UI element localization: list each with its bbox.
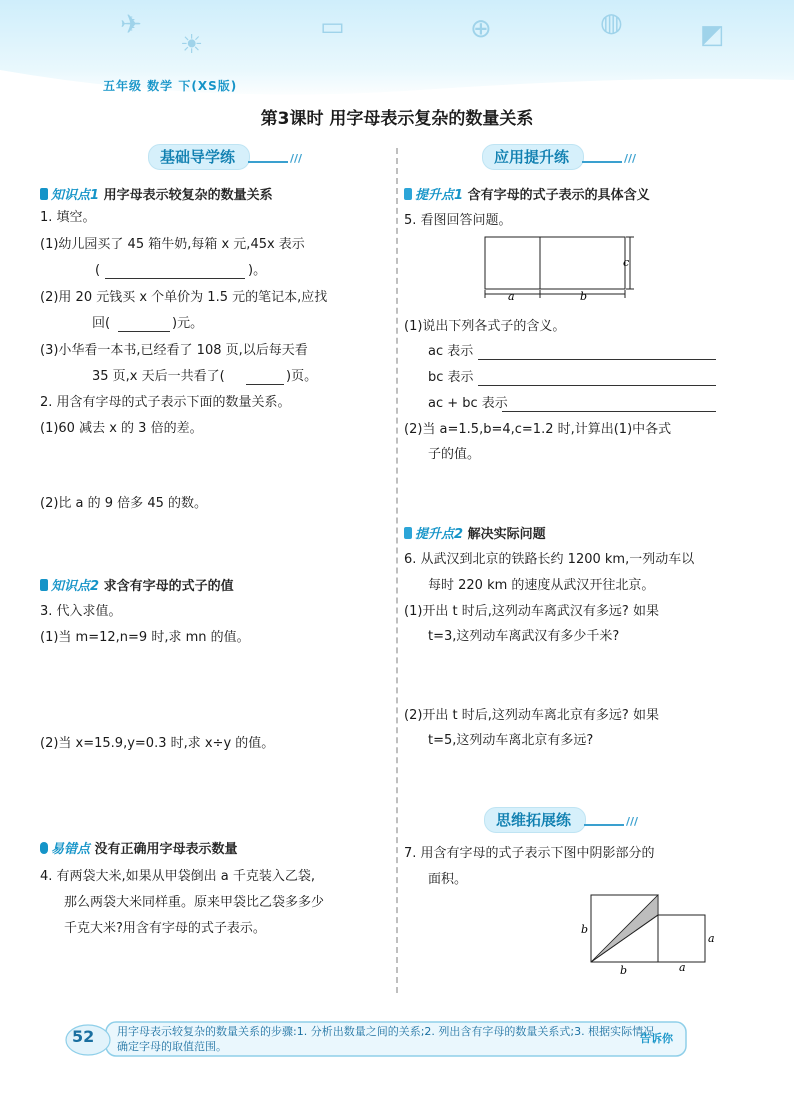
column-divider bbox=[396, 148, 398, 993]
magnifier-icon bbox=[40, 842, 48, 854]
footer-tip: 用字母表示较复杂的数量关系的步骤:1. 分析出数量之间的关系;2. 列出含有字母的数量关系式;3. 根据实际情况确定字母的取值范围。 bbox=[117, 1025, 655, 1053]
question-3-2: (2)当 x=15.9,y=0.3 时,求 x÷y 的值。 bbox=[40, 736, 275, 751]
thumbs-up-icon bbox=[404, 527, 412, 539]
question-3: 3. 代入求值。 bbox=[40, 604, 122, 619]
pencil-icon bbox=[40, 188, 48, 200]
question-4-line2: 那么两袋大米同样重。原来甲袋比乙袋多多少 bbox=[64, 895, 325, 910]
label-a: a bbox=[508, 290, 515, 303]
question-3-1: (1)当 m=12,n=9 时,求 mn 的值。 bbox=[40, 630, 250, 645]
grade-label: 五年级 数学 下(XS版) bbox=[103, 79, 238, 93]
question-6-1b: t=3,这列动车离武汉有多少千米? bbox=[428, 629, 620, 644]
tell-you-label: 告诉你 bbox=[640, 1032, 673, 1045]
label-b: b bbox=[580, 290, 588, 303]
question-4-line3: 千克大米?用含有字母的式子表示。 bbox=[64, 921, 266, 936]
question-7-line2: 面积。 bbox=[428, 872, 468, 887]
bc-answer-line[interactable] bbox=[478, 371, 716, 386]
question-5: 5. 看图回答问题。 bbox=[404, 213, 512, 228]
q1-2-pre: 回( bbox=[92, 316, 111, 331]
q1-3-post: )页。 bbox=[286, 369, 318, 384]
label-b-bottom: b bbox=[620, 964, 628, 977]
page-title: 第3课时 用字母表示复杂的数量关系 bbox=[260, 109, 534, 129]
question-2-1: (1)60 减去 x 的 3 倍的差。 bbox=[40, 421, 203, 436]
ac-label: ac 表示 bbox=[428, 344, 474, 359]
knowledge-point-2: 知识点2 求含有字母的式子的值 bbox=[40, 575, 234, 594]
ac-bc-answer-line[interactable] bbox=[502, 397, 716, 412]
q1-2-post: )元。 bbox=[172, 316, 204, 331]
thumbs-up-icon bbox=[404, 188, 412, 200]
question-5-2b: 子的值。 bbox=[428, 447, 481, 462]
question-2: 2. 用含有字母的式子表示下面的数量关系。 bbox=[40, 395, 291, 410]
question-4-line1: 4. 有两袋大米,如果从甲袋倒出 a 千克装入乙袋, bbox=[40, 869, 316, 884]
page-number: 52 bbox=[72, 1027, 95, 1046]
q1-1-close: )。 bbox=[248, 263, 267, 278]
ac-answer-line[interactable] bbox=[478, 345, 716, 360]
ruler-icon: ◩ bbox=[700, 20, 725, 50]
rectangle-figure bbox=[480, 230, 640, 304]
section-apply: 应用提升练 /// bbox=[482, 144, 642, 170]
book-icon: ▭ bbox=[320, 12, 345, 42]
compass-icon: ⊕ bbox=[470, 14, 492, 44]
label-a-bottom: a bbox=[679, 961, 686, 974]
question-6-line1: 6. 从武汉到北京的铁路长约 1200 km,一列动车以 bbox=[404, 552, 695, 567]
question-1: 1. 填空。 bbox=[40, 210, 96, 225]
question-1-3: (3)小华看一本书,已经看了 108 页,以后每天看 bbox=[40, 343, 308, 358]
airplane-icon: ✈ bbox=[120, 10, 142, 40]
question-6-2b: t=5,这列动车离北京有多远? bbox=[428, 733, 594, 748]
lightbulb-icon: ☀ bbox=[180, 30, 204, 60]
question-6-1a: (1)开出 t 时后,这列动车离武汉有多远? 如果 bbox=[404, 604, 659, 619]
ac-bc-label: ac + bc 表示 bbox=[428, 396, 508, 411]
section-extend: 思维拓展练 /// bbox=[484, 807, 644, 833]
question-6-2a: (2)开出 t 时后,这列动车离北京有多远? 如果 bbox=[404, 708, 659, 723]
answer-blank-1[interactable] bbox=[105, 264, 245, 279]
question-6-line2: 每时 220 km 的速度从武汉开往北京。 bbox=[428, 578, 655, 593]
pencil-icon bbox=[40, 579, 48, 591]
shaded-area-figure bbox=[576, 890, 726, 978]
improve-point-1: 提升点1 含有字母的式子表示的具体含义 bbox=[404, 184, 650, 203]
q1-3-pre: 35 页,x 天后一共看了( bbox=[92, 369, 225, 384]
question-5-1: (1)说出下列各式子的含义。 bbox=[404, 319, 566, 334]
question-7-line1: 7. 用含有字母的式子表示下图中阴影部分的 bbox=[404, 846, 655, 861]
knowledge-point-1: 知识点1 用字母表示较复杂的数量关系 bbox=[40, 184, 273, 203]
improve-point-2: 提升点2 解决实际问题 bbox=[404, 523, 546, 542]
error-point: 易错点 没有正确用字母表示数量 bbox=[40, 838, 238, 857]
question-5-2a: (2)当 a=1.5,b=4,c=1.2 时,计算出(1)中各式 bbox=[404, 422, 672, 437]
section-basic: 基础导学练 /// bbox=[148, 144, 308, 170]
question-2-2: (2)比 a 的 9 倍多 45 的数。 bbox=[40, 496, 207, 511]
q1-1-open: ( bbox=[95, 263, 101, 278]
question-1-1: (1)幼儿园买了 45 箱牛奶,每箱 x 元,45x 表示 bbox=[40, 237, 305, 252]
label-b-left: b bbox=[581, 923, 589, 936]
globe-icon: ◍ bbox=[600, 8, 623, 38]
question-1-2: (2)用 20 元钱买 x 个单价为 1.5 元的笔记本,应找 bbox=[40, 290, 328, 305]
answer-blank-2[interactable] bbox=[118, 317, 170, 332]
label-c: c bbox=[623, 256, 630, 269]
label-a-right: a bbox=[708, 932, 715, 945]
bc-label: bc 表示 bbox=[428, 370, 474, 385]
answer-blank-3[interactable] bbox=[246, 370, 284, 385]
